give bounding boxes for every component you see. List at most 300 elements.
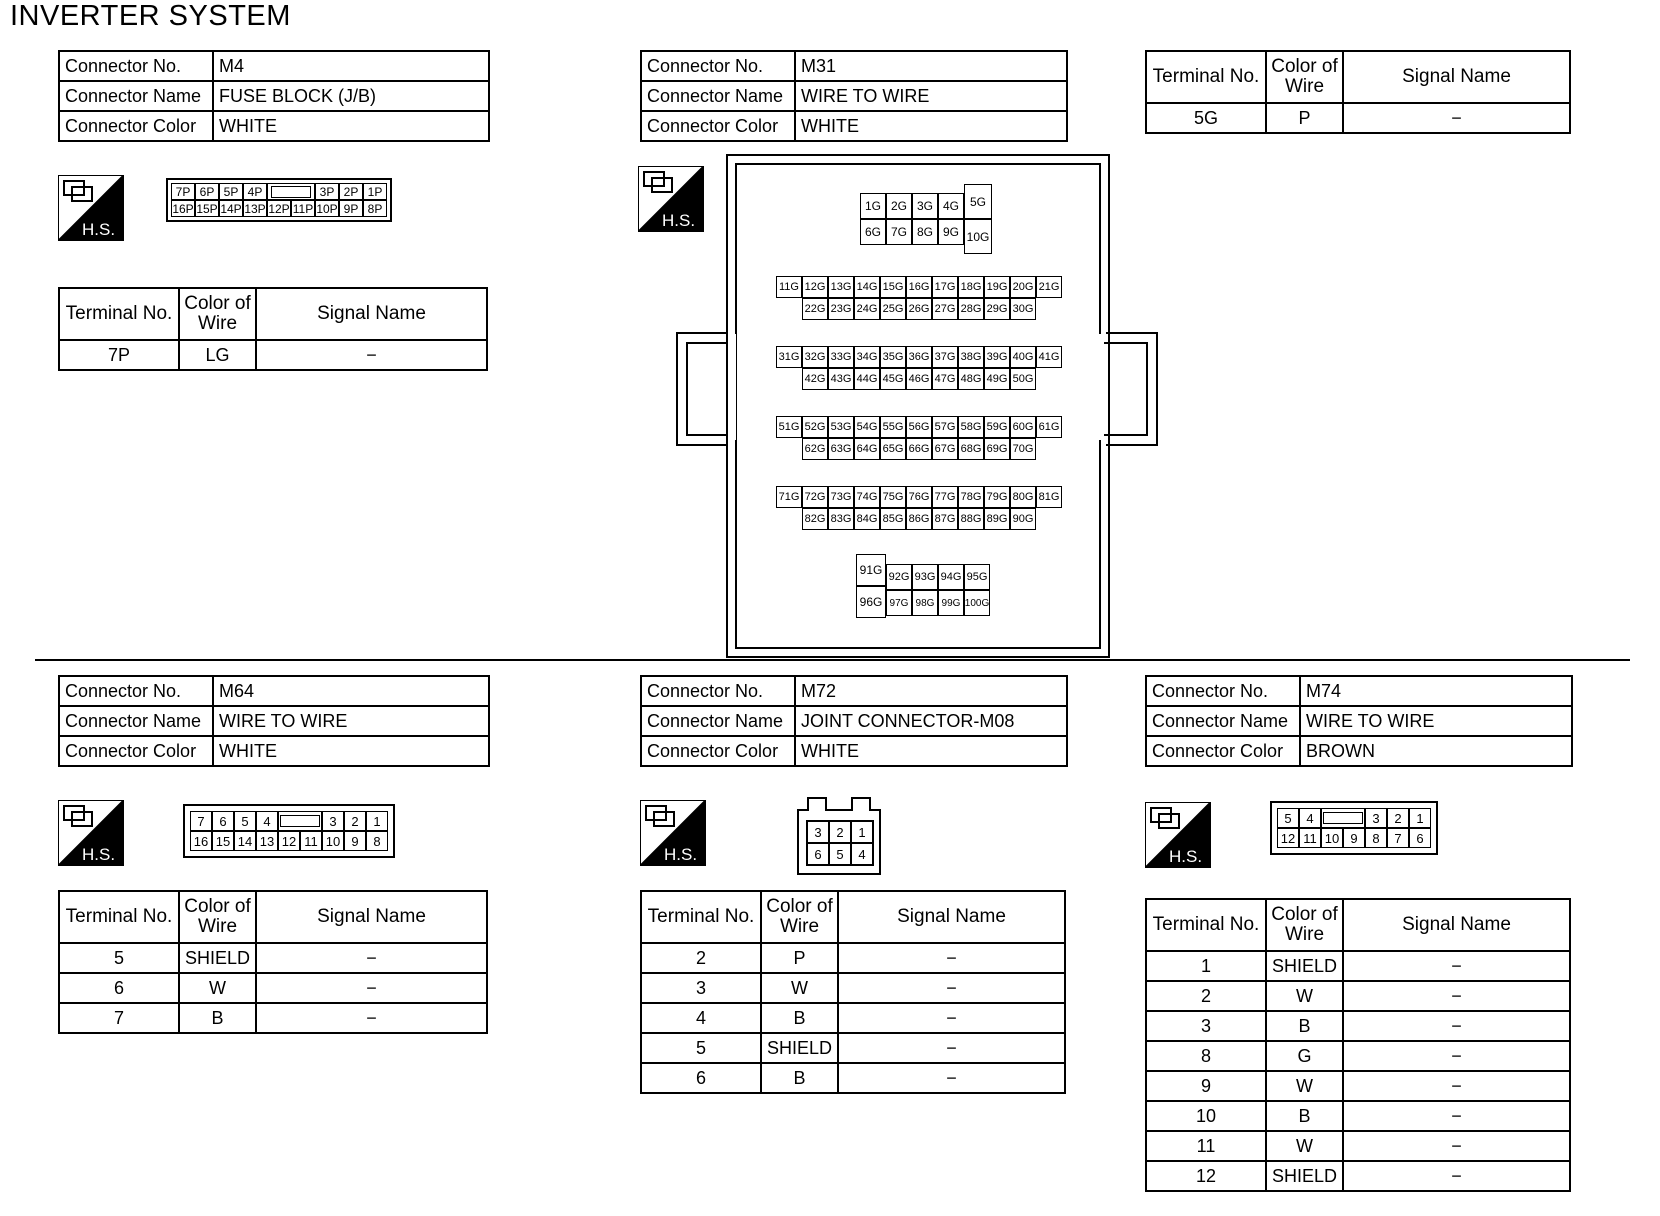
pin-cavity: 13G [828, 276, 854, 298]
pin-cavity: 2 [829, 821, 851, 843]
pin-cavity: 7 [1387, 828, 1409, 848]
pin-cavity: 4G [938, 193, 964, 219]
pin-cavity: 14 [234, 831, 256, 851]
wire-color-cell: W [1266, 1071, 1343, 1101]
hs-icon [1145, 802, 1211, 868]
pin-cavity: 100G [964, 590, 990, 616]
pin-cavity: 94G [938, 564, 964, 590]
m74-connector-color: BROWN [1300, 736, 1572, 766]
pin-cavity: 61G [1036, 416, 1062, 438]
pin-cavity: 20G [1010, 276, 1036, 298]
m4-connector-face [166, 178, 392, 222]
pin-cavity: 68G [958, 438, 984, 460]
m72-connector-no: M72 [795, 676, 1067, 706]
pin-cavity: 99G [938, 590, 964, 616]
m4-terminal-table [58, 287, 488, 371]
pin-cavity: 3 [807, 821, 829, 843]
label-color-of-wire: Color of Wire [179, 891, 256, 943]
signal-name-cell: − [1343, 981, 1570, 1011]
pin-cavity: 52G [802, 416, 828, 438]
wire-color-cell: SHIELD [179, 943, 256, 973]
pin-cavity: 92G [886, 564, 912, 590]
pin-cavity: 34G [854, 346, 880, 368]
wire-color-cell: P [1266, 103, 1343, 133]
terminal-no-cell: 2 [1146, 981, 1266, 1011]
wire-color-cell: W [1266, 981, 1343, 1011]
pin-cavity: 8 [1365, 828, 1387, 848]
pin-cavity: 41G [1036, 346, 1062, 368]
pin-cavity: 3 [322, 811, 344, 831]
pin-cavity: 8P [363, 200, 387, 217]
terminal-row [1146, 1041, 1570, 1071]
pin-cavity: 16 [190, 831, 212, 851]
m64-connector-face [183, 804, 395, 858]
pin-cavity: 53G [828, 416, 854, 438]
pin-cavity: 42G [802, 368, 828, 390]
pin-cavity: 48G [958, 368, 984, 390]
lock-bar [271, 186, 311, 198]
pin-cavity: 55G [880, 416, 906, 438]
terminal-row [1146, 1101, 1570, 1131]
pin-cavity: 86G [906, 508, 932, 530]
signal-name-cell: − [1343, 1131, 1570, 1161]
label-connector-name: Connector Name [59, 81, 213, 111]
label-connector-no: Connector No. [641, 676, 795, 706]
pin-cavity: 13P [244, 201, 266, 216]
pin-cavity: 29G [984, 298, 1010, 320]
signal-name-cell: − [838, 1003, 1065, 1033]
pin-cavity: 16G [906, 276, 932, 298]
signal-name-cell: − [256, 1003, 487, 1033]
pin-cavity: 11P [292, 201, 314, 216]
terminal-no-cell: 3 [641, 973, 761, 1003]
pin-cavity: 85G [880, 508, 906, 530]
svg-text:H.S.: H.S. [1169, 847, 1203, 866]
pin-cavity: 36G [906, 346, 932, 368]
pin-cavity: 81G [1036, 486, 1062, 508]
pin-cavity: 26G [906, 298, 932, 320]
pin-cavity: 50G [1010, 368, 1036, 390]
terminal-row [641, 1063, 1065, 1093]
wire-color-cell: SHIELD [761, 1033, 838, 1063]
lock-slot [267, 183, 315, 200]
pin-cavity: 79G [984, 486, 1010, 508]
terminal-row [1146, 981, 1570, 1011]
lock-slot [1321, 808, 1365, 828]
label-connector-color: Connector Color [59, 111, 213, 141]
label-color-of-wire: Color of Wire [761, 891, 838, 943]
m72-connector-name: JOINT CONNECTOR-M08 [795, 706, 1067, 736]
pin-cavity: 43G [828, 368, 854, 390]
signal-name-cell: − [1343, 1101, 1570, 1131]
pin-cavity: 1P [363, 183, 387, 200]
pin-cavity: 6 [807, 843, 829, 865]
signal-name-cell: − [838, 1063, 1065, 1093]
terminal-row [641, 973, 1065, 1003]
terminal-no-cell: 5 [641, 1033, 761, 1063]
pin-cavity: 2 [344, 811, 366, 831]
wire-color-cell: B [761, 1063, 838, 1093]
label-connector-color: Connector Color [59, 736, 213, 766]
pin-cavity: 6 [1409, 828, 1431, 848]
terminal-no-cell: 8 [1146, 1041, 1266, 1071]
m74-terminal-table [1145, 898, 1571, 1192]
pin-cavity: 8 [366, 831, 388, 851]
pin-cavity: 3P [315, 183, 339, 200]
terminal-no-cell: 4 [641, 1003, 761, 1033]
pin-cavity: 62G [802, 438, 828, 460]
terminal-row [59, 973, 487, 1003]
pin-cavity: 39G [984, 346, 1010, 368]
m64-connector-color: WHITE [213, 736, 489, 766]
terminal-no-cell: 12 [1146, 1161, 1266, 1191]
pin-cavity: 76G [906, 486, 932, 508]
label-connector-color: Connector Color [1146, 736, 1300, 766]
pin-cavity: 70G [1010, 438, 1036, 460]
pin-cavity: 1 [851, 821, 873, 843]
pin-cavity: 77G [932, 486, 958, 508]
pin-cavity: 74G [854, 486, 880, 508]
pin-cavity: 40G [1010, 346, 1036, 368]
label-connector-no: Connector No. [1146, 676, 1300, 706]
pin-cavity: 5P [219, 183, 243, 200]
pin-cavity: 95G [964, 564, 990, 590]
pin-cavity: 58G [958, 416, 984, 438]
m4-connector-no: M4 [213, 51, 489, 81]
m31-connector-name: WIRE TO WIRE [795, 81, 1067, 111]
pin-cavity: 47G [932, 368, 958, 390]
label-signal-name: Signal Name [838, 891, 1065, 943]
m64-connector-name: WIRE TO WIRE [213, 706, 489, 736]
label-terminal-no: Terminal No. [59, 891, 179, 943]
pin-cavity: 17G [932, 276, 958, 298]
label-terminal-no: Terminal No. [641, 891, 761, 943]
pin-cavity: 35G [880, 346, 906, 368]
wire-color-cell: W [1266, 1131, 1343, 1161]
pin-cavity: 65G [880, 438, 906, 460]
svg-text:H.S.: H.S. [82, 220, 116, 239]
hs-icon [640, 800, 706, 866]
m72-info-table [640, 675, 1068, 767]
pin-cavity: 12G [802, 276, 828, 298]
m74-connector-no: M74 [1300, 676, 1572, 706]
pin-cavity: 27G [932, 298, 958, 320]
pin-cavity: 7P [171, 183, 195, 200]
label-connector-no: Connector No. [641, 51, 795, 81]
hs-icon [58, 800, 124, 866]
pin-cavity: 11 [300, 831, 322, 851]
pin-cavity: 12 [1277, 828, 1299, 848]
terminal-row [1146, 951, 1570, 981]
pin-cavity: 14G [854, 276, 880, 298]
pin-cavity: 5 [829, 843, 851, 865]
signal-name-cell: − [256, 340, 487, 370]
pin-cavity: 45G [880, 368, 906, 390]
pin-cavity: 6G [860, 219, 886, 245]
pin-cavity: 18G [958, 276, 984, 298]
label-signal-name: Signal Name [1343, 51, 1570, 103]
label-terminal-no: Terminal No. [59, 288, 179, 340]
terminal-no-cell: 10 [1146, 1101, 1266, 1131]
pin-cavity: 25G [880, 298, 906, 320]
pin-cavity: 9P [339, 200, 363, 217]
wire-color-cell: SHIELD [1266, 951, 1343, 981]
pin-cavity: 1 [1409, 808, 1431, 828]
pin-cavity: 12P [268, 201, 290, 216]
pin-cavity: 13 [256, 831, 278, 851]
pin-cavity: 80G [1010, 486, 1036, 508]
terminal-no-cell: 1 [1146, 951, 1266, 981]
pin-cavity: 19G [984, 276, 1010, 298]
pin-cavity: 87G [932, 508, 958, 530]
label-signal-name: Signal Name [1343, 899, 1570, 951]
pin-cavity: 8G [912, 219, 938, 245]
terminal-no-cell: 6 [641, 1063, 761, 1093]
label-connector-name: Connector Name [59, 706, 213, 736]
wire-color-cell: B [179, 1003, 256, 1033]
label-connector-name: Connector Name [1146, 706, 1300, 736]
m4-connector-name: FUSE BLOCK (J/B) [213, 81, 489, 111]
page-title: INVERTER SYSTEM [10, 0, 291, 32]
signal-name-cell: − [1343, 1071, 1570, 1101]
pin-cavity: 10 [1321, 828, 1343, 848]
terminal-row [641, 1003, 1065, 1033]
signal-name-cell: − [1343, 103, 1570, 133]
pin-cavity: 9G [938, 219, 964, 245]
pin-cavity: 14P [220, 201, 242, 216]
terminal-no-cell: 3 [1146, 1011, 1266, 1041]
pin-cavity: 56G [906, 416, 932, 438]
m31-right-lug-inner [1097, 342, 1148, 436]
terminal-row [641, 943, 1065, 973]
pin-cavity: 64G [854, 438, 880, 460]
pin-cavity: 12 [278, 831, 300, 851]
pin-cavity: 78G [958, 486, 984, 508]
terminal-no-cell: 5 [59, 943, 179, 973]
pin-cavity: 15P [196, 201, 218, 216]
terminal-row [1146, 1011, 1570, 1041]
lock-bar [1323, 812, 1363, 824]
m72-connector-face [806, 820, 874, 866]
pin-cavity: 30G [1010, 298, 1036, 320]
pin-cavity: 9 [344, 831, 366, 851]
terminal-no-cell: 11 [1146, 1131, 1266, 1161]
pin-cavity: 67G [932, 438, 958, 460]
hs-icon [638, 166, 704, 232]
pin-cavity: 9 [1343, 828, 1365, 848]
wire-color-cell: SHIELD [1266, 1161, 1343, 1191]
signal-name-cell: − [1343, 951, 1570, 981]
section-divider [35, 659, 1630, 661]
pin-cavity: 89G [984, 508, 1010, 530]
m72-terminal-table [640, 890, 1066, 1094]
m74-info-table [1145, 675, 1573, 767]
terminal-row [59, 1003, 487, 1033]
lock-slot [278, 811, 322, 831]
pin-cavity: 37G [932, 346, 958, 368]
hs-icon [58, 175, 124, 241]
pin-cavity: 59G [984, 416, 1010, 438]
pin-cavity: 10G [964, 219, 992, 254]
pin-cavity: 21G [1036, 276, 1062, 298]
label-terminal-no: Terminal No. [1146, 51, 1266, 103]
terminal-no-cell: 6 [59, 973, 179, 1003]
pin-cavity: 5 [1277, 808, 1299, 828]
pin-cavity: 6 [212, 811, 234, 831]
wire-color-cell: W [761, 973, 838, 1003]
label-terminal-no: Terminal No. [1146, 899, 1266, 951]
wire-color-cell: P [761, 943, 838, 973]
terminal-row [1146, 103, 1570, 133]
label-connector-name: Connector Name [641, 706, 795, 736]
pin-cavity: 10P [316, 201, 338, 216]
pin-cavity: 69G [984, 438, 1010, 460]
wire-color-cell: LG [179, 340, 256, 370]
signal-name-cell: − [838, 1033, 1065, 1063]
signal-name-cell: − [256, 973, 487, 1003]
pin-cavity: 75G [880, 486, 906, 508]
lock-bar [280, 815, 320, 827]
m31-connector-color: WHITE [795, 111, 1067, 141]
pin-cavity: 31G [776, 346, 802, 368]
pin-cavity: 6P [195, 183, 219, 200]
pin-cavity: 22G [802, 298, 828, 320]
pin-cavity: 93G [912, 564, 938, 590]
pin-cavity: 72G [802, 486, 828, 508]
m64-terminal-table [58, 890, 488, 1034]
pin-cavity: 97G [886, 590, 912, 616]
terminal-row [1146, 1071, 1570, 1101]
label-connector-no: Connector No. [59, 676, 213, 706]
pin-cavity: 63G [828, 438, 854, 460]
label-connector-color: Connector Color [641, 736, 795, 766]
label-connector-no: Connector No. [59, 51, 213, 81]
pin-cavity: 51G [776, 416, 802, 438]
wire-color-cell: W [179, 973, 256, 1003]
pin-cavity: 88G [958, 508, 984, 530]
pin-cavity: 66G [906, 438, 932, 460]
pin-cavity: 23G [828, 298, 854, 320]
m64-info-table [58, 675, 490, 767]
pin-cavity: 4P [243, 183, 267, 200]
pin-cavity: 91G [856, 554, 886, 586]
pin-cavity: 11G [776, 276, 802, 298]
pin-cavity: 1G [860, 193, 886, 219]
pin-cavity: 96G [856, 586, 886, 618]
svg-text:H.S.: H.S. [82, 845, 116, 864]
pin-cavity: 2 [1387, 808, 1409, 828]
pin-cavity: 71G [776, 486, 802, 508]
pin-cavity: 7G [886, 219, 912, 245]
pin-cavity: 73G [828, 486, 854, 508]
signal-name-cell: − [838, 943, 1065, 973]
pin-cavity: 16P [172, 201, 194, 216]
label-color-of-wire: Color of Wire [179, 288, 256, 340]
terminal-row [59, 340, 487, 370]
wire-color-cell: B [761, 1003, 838, 1033]
svg-text:H.S.: H.S. [664, 845, 698, 864]
m4-connector-color: WHITE [213, 111, 489, 141]
pin-cavity: 38G [958, 346, 984, 368]
pin-cavity: 5 [234, 811, 256, 831]
signal-name-cell: − [1343, 1161, 1570, 1191]
pin-cavity: 3G [912, 193, 938, 219]
pin-cavity: 11 [1299, 828, 1321, 848]
label-signal-name: Signal Name [256, 891, 487, 943]
terminal-row [1146, 1161, 1570, 1191]
terminal-no-cell: 9 [1146, 1071, 1266, 1101]
pin-cavity: 4 [256, 811, 278, 831]
pin-cavity: 49G [984, 368, 1010, 390]
pin-cavity: 57G [932, 416, 958, 438]
pin-cavity: 83G [828, 508, 854, 530]
pin-cavity: 60G [1010, 416, 1036, 438]
pin-cavity: 3 [1365, 808, 1387, 828]
label-signal-name: Signal Name [256, 288, 487, 340]
m74-connector-face [1270, 801, 1438, 855]
signal-name-cell: − [1343, 1041, 1570, 1071]
pin-cavity: 46G [906, 368, 932, 390]
wire-color-cell: G [1266, 1041, 1343, 1071]
pin-cavity: 7 [190, 811, 212, 831]
label-color-of-wire: Color of Wire [1266, 51, 1343, 103]
pin-cavity: 4 [851, 843, 873, 865]
pin-cavity: 4 [1299, 808, 1321, 828]
m31-terminal-table [1145, 50, 1571, 134]
wire-color-cell: B [1266, 1011, 1343, 1041]
pin-cavity: 90G [1010, 508, 1036, 530]
m64-connector-no: M64 [213, 676, 489, 706]
terminal-no-cell: 2 [641, 943, 761, 973]
m72-connector-color: WHITE [795, 736, 1067, 766]
pin-cavity: 33G [828, 346, 854, 368]
wire-color-cell: B [1266, 1101, 1343, 1131]
svg-text:H.S.: H.S. [662, 211, 696, 230]
signal-name-cell: − [1343, 1011, 1570, 1041]
pin-cavity: 15 [212, 831, 234, 851]
terminal-no-cell: 7 [59, 1003, 179, 1033]
pin-cavity: 15G [880, 276, 906, 298]
pin-cavity: 84G [854, 508, 880, 530]
terminal-row [1146, 1131, 1570, 1161]
pin-cavity: 54G [854, 416, 880, 438]
terminal-row [59, 943, 487, 973]
pin-cavity: 98G [912, 590, 938, 616]
pin-cavity: 5G [964, 184, 992, 219]
pin-cavity: 1 [366, 811, 388, 831]
terminal-row [641, 1033, 1065, 1063]
label-connector-name: Connector Name [641, 81, 795, 111]
m31-info-table [640, 50, 1068, 142]
pin-cavity: 2G [886, 193, 912, 219]
signal-name-cell: − [256, 943, 487, 973]
pin-cavity: 82G [802, 508, 828, 530]
pin-cavity: 32G [802, 346, 828, 368]
terminal-no-cell: 7P [59, 340, 179, 370]
m74-connector-name: WIRE TO WIRE [1300, 706, 1572, 736]
pin-cavity: 28G [958, 298, 984, 320]
pin-cavity: 44G [854, 368, 880, 390]
pin-cavity: 24G [854, 298, 880, 320]
m31-connector-no: M31 [795, 51, 1067, 81]
pin-cavity: 10 [322, 831, 344, 851]
label-color-of-wire: Color of Wire [1266, 899, 1343, 951]
signal-name-cell: − [838, 973, 1065, 1003]
pin-cavity: 2P [339, 183, 363, 200]
terminal-no-cell: 5G [1146, 103, 1266, 133]
label-connector-color: Connector Color [641, 111, 795, 141]
m4-info-table [58, 50, 490, 142]
